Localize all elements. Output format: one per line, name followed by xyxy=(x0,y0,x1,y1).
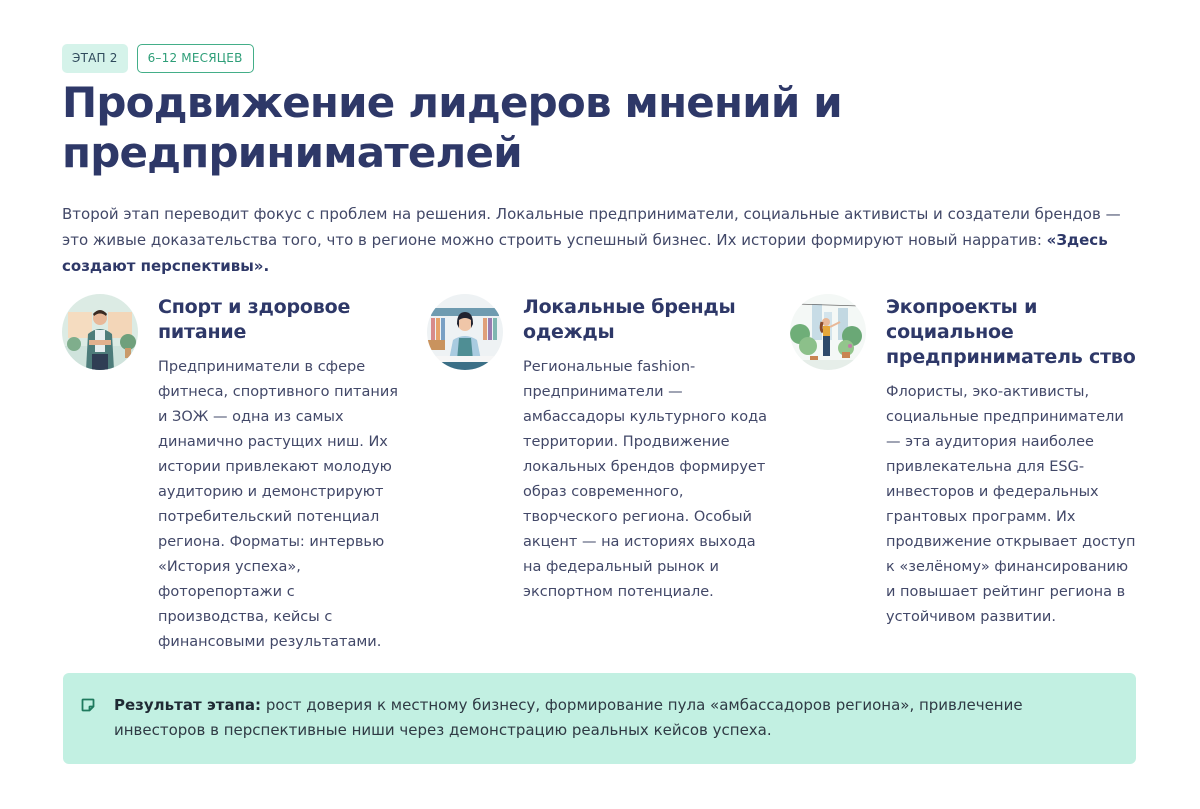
page-title xyxy=(62,78,962,178)
result-label: Результат этапа: xyxy=(114,696,262,714)
result-text xyxy=(114,693,1114,743)
stage-result-callout xyxy=(63,673,1136,764)
column-body: Флористы, эко-активисты, социальные предприниматели — эта аудитория наиболее привлекательна для ESG-инвесторов и федеральных грантовых программ. Их продвижение открывает доступ к «зелёному» финансированию и повышает рейтинг региона в устойчивом развитии. xyxy=(886,384,1136,625)
column-body: Региональные fashion-предприниматели — амбассадоры культурного кода территории. Продвижение локальных брендов формирует образ современного, творческого региона. Особый акцент — на историях выхода на федеральный рынок и экспортном потенциале. xyxy=(523,359,768,600)
sticky-note-icon xyxy=(80,697,96,713)
stage-badge: ЭТАП 2 xyxy=(62,44,128,73)
stage-badges xyxy=(62,44,254,73)
fashion-designer-image xyxy=(427,294,503,370)
column-title: Спорт и здоровое питание xyxy=(158,296,351,343)
fitness-entrepreneur-image xyxy=(62,294,138,370)
title-line-1: Продвижение лидеров мнений и xyxy=(62,78,842,127)
intro-emphasis: «Здесь создают перспективы». xyxy=(62,231,1108,275)
eco-gardener-image xyxy=(790,294,866,370)
eco-gardener-illustration-icon xyxy=(790,294,866,370)
result-description: рост доверия к местному бизнесу, формирование пула «амбассадоров региона», привлечение инвесторов в перспективные ниши через демонстрацию реальных кейсов успеха. xyxy=(114,696,1023,739)
intro-paragraph xyxy=(62,201,1142,279)
intro-text: Второй этап переводит фокус с проблем на решения. Локальные предприниматели, социальные активисты и создатели брендов — это живые доказательства того, что в регионе можно строить успешный бизнес. Их истории формируют новый нарратив: xyxy=(62,205,1121,249)
column-title: Локальные бренды одежды xyxy=(523,296,736,343)
fitness-person-illustration-icon xyxy=(62,294,138,370)
title-line-2: предпринимателей xyxy=(62,128,522,177)
column-title: Экопроекты и социальное предприниматель ство xyxy=(886,296,1136,368)
column-body: Предприниматели в сфере фитнеса, спортивного питания и ЗОЖ — одна из самых динамично растущих ниш. Их истории привлекают молодую аудиторию и демонстрируют потребительский потенциал региона. Форматы: интервью «История успеха», фоторепортажи с производства, кейсы с финансовыми результатами. xyxy=(158,359,399,650)
period-badge: 6–12 МЕСЯЦЕВ xyxy=(137,44,254,73)
fashion-designer-illustration-icon xyxy=(427,294,503,370)
